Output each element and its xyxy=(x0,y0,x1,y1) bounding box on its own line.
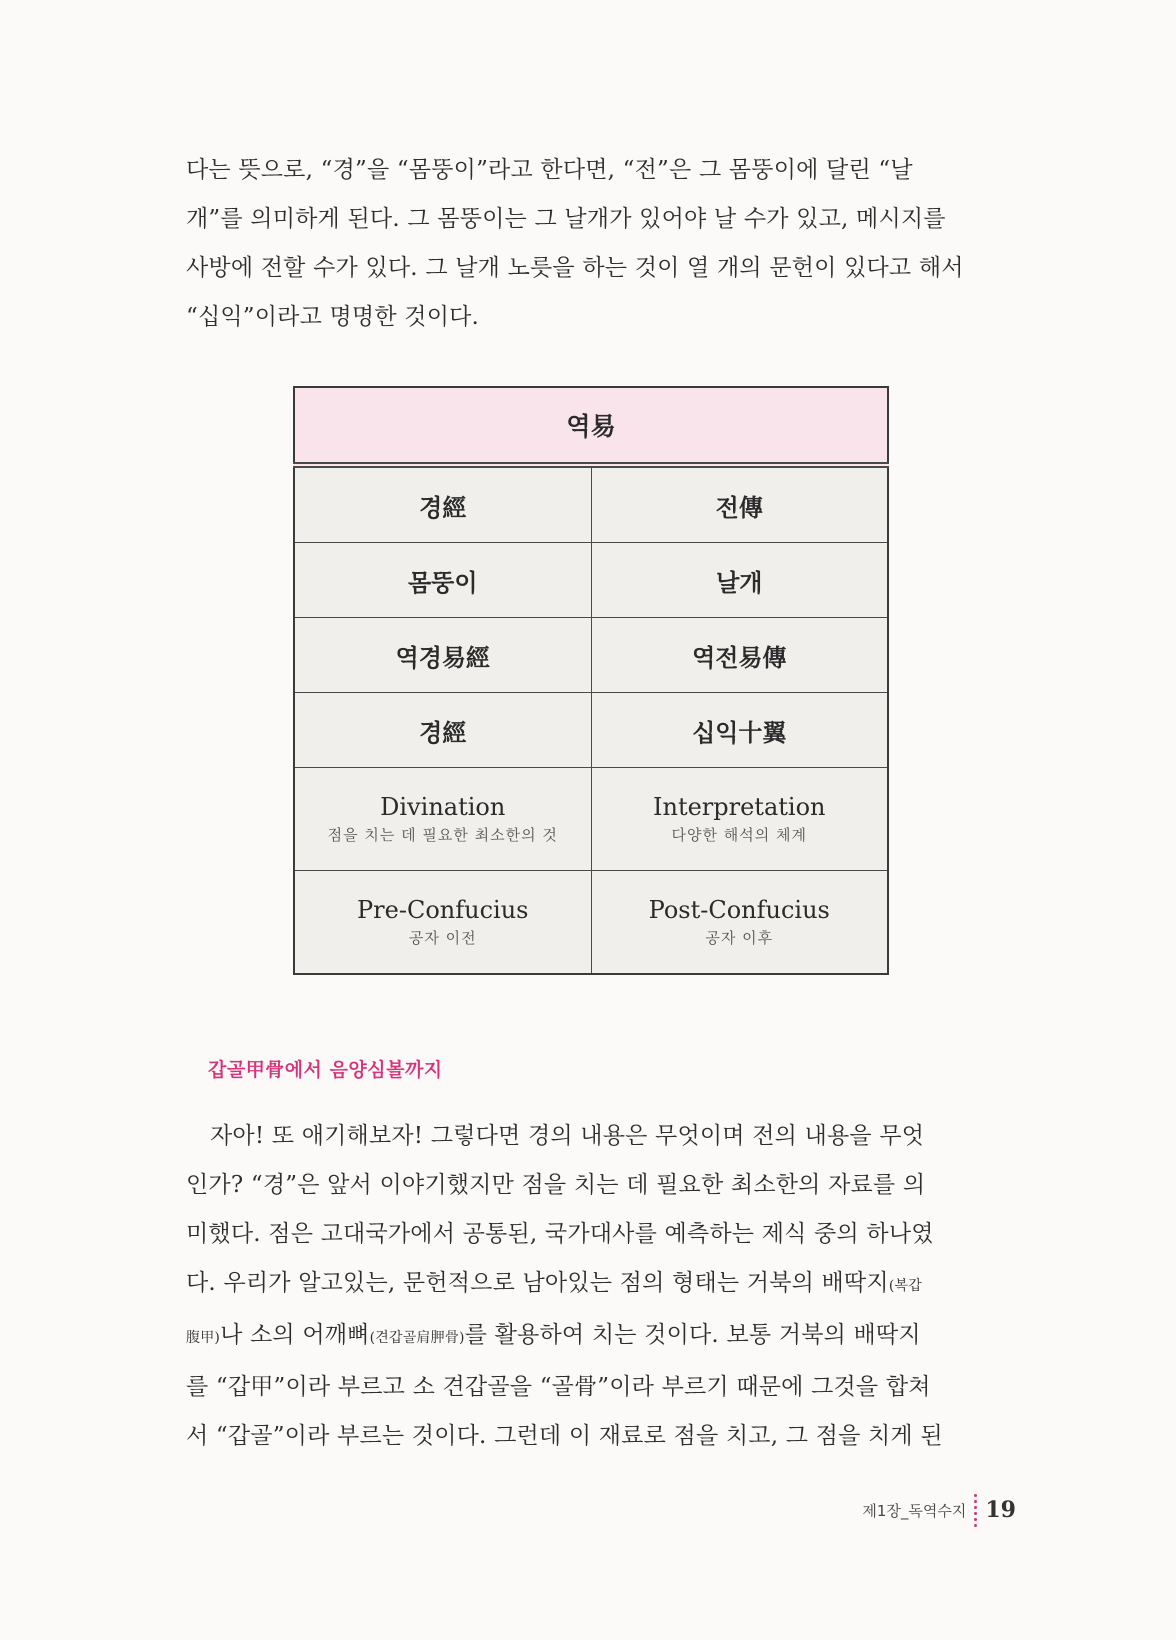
intro-line: 개”를 의미하게 된다. 그 몸뚱이는 그 날개가 있어야 날 수가 있고, 메시지를 xyxy=(186,206,946,232)
table-cell-right: 역전易傳 xyxy=(591,618,888,693)
table-row xyxy=(294,768,888,871)
body-line xyxy=(186,1311,996,1363)
table-row xyxy=(294,693,888,768)
table-cell-right: 날개 xyxy=(591,543,888,618)
body-paragraph xyxy=(186,1112,996,1461)
table-header-row xyxy=(294,387,888,465)
body-text: 나 소의 어깨뼈 xyxy=(220,1322,370,1348)
body-line: 를 “갑甲”이라 부르고 소 견갑골을 “골骨”이라 부르기 때문에 그것을 합쳐 xyxy=(186,1374,931,1400)
cell-title: Divination xyxy=(380,793,506,821)
dotted-divider-icon xyxy=(974,1492,977,1528)
intro-line: 사방에 전할 수가 있다. 그 날개 노릇을 하는 것이 열 개의 문헌이 있다고 해서 xyxy=(186,255,964,281)
cell-subtitle: 공자 이전 xyxy=(408,929,477,947)
table-header-cell: 역易 xyxy=(294,387,888,465)
intro-line: “십익”이라고 명명한 것이다. xyxy=(186,304,480,330)
body-line: 자아! 또 애기해보자! 그렇다면 경의 내용은 무엇이며 전의 내용을 무엇 xyxy=(210,1123,925,1149)
annotation-text: (견갑골肩胛骨) xyxy=(369,1330,465,1346)
cell-subtitle: 다양한 해석의 체계 xyxy=(671,826,807,844)
intro-paragraph xyxy=(186,146,996,342)
body-text: 를 활용하여 치는 것이다. 보통 거북의 배딱지 xyxy=(464,1322,921,1348)
cell-title: Pre-Confucius xyxy=(357,896,529,924)
chapter-label: 제1장_독역수지 xyxy=(862,1501,967,1520)
body-line: 서 “갑골”이라 부르는 것이다. 그런데 이 재료로 점을 치고, 그 점을 치게 된 xyxy=(186,1423,943,1449)
table-cell-left: 역경易經 xyxy=(294,618,591,693)
table-row xyxy=(294,543,888,618)
annotation-text: (복갑 xyxy=(888,1278,922,1294)
page-number: 19 xyxy=(985,1497,1016,1523)
body-line: 미했다. 점은 고대국가에서 공통된, 국가대사를 예측하는 제식 중의 하나였 xyxy=(186,1221,934,1247)
classics-comparison-table xyxy=(293,386,889,975)
table-cell-left xyxy=(294,871,591,975)
cell-subtitle: 점을 치는 데 필요한 최소한의 것 xyxy=(327,826,558,844)
table-cell-left: 경經 xyxy=(294,693,591,768)
cell-title: Interpretation xyxy=(653,793,826,821)
table-row xyxy=(294,465,888,543)
body-line xyxy=(186,1259,996,1311)
table-cell-right xyxy=(591,871,888,975)
table-cell-left: 몸뚱이 xyxy=(294,543,591,618)
table-cell-left: 경經 xyxy=(294,465,591,543)
table-row xyxy=(294,618,888,693)
body-line: 인가? “경”은 앞서 이야기했지만 점을 치는 데 필요한 최소한의 자료를 의 xyxy=(186,1172,926,1198)
table-cell-left xyxy=(294,768,591,871)
table-row xyxy=(294,871,888,975)
table-cell-right: 전傳 xyxy=(591,465,888,543)
cell-title: Post-Confucius xyxy=(648,896,830,924)
page-footer xyxy=(862,1492,1016,1528)
table-cell-right: 십익十翼 xyxy=(591,693,888,768)
cell-subtitle: 공자 이후 xyxy=(705,929,774,947)
table-cell-right xyxy=(591,768,888,871)
body-text: 다. 우리가 알고있는, 문헌적으로 남아있는 점의 형태는 거북의 배딱지 xyxy=(186,1270,889,1296)
annotation-text: 腹甲) xyxy=(186,1330,221,1346)
intro-line: 다는 뜻으로, “경”을 “몸뚱이”라고 한다면, “전”은 그 몸뚱이에 달린 “날 xyxy=(186,157,913,183)
section-heading: 갑골甲骨에서 음양심볼까지 xyxy=(208,1059,443,1081)
